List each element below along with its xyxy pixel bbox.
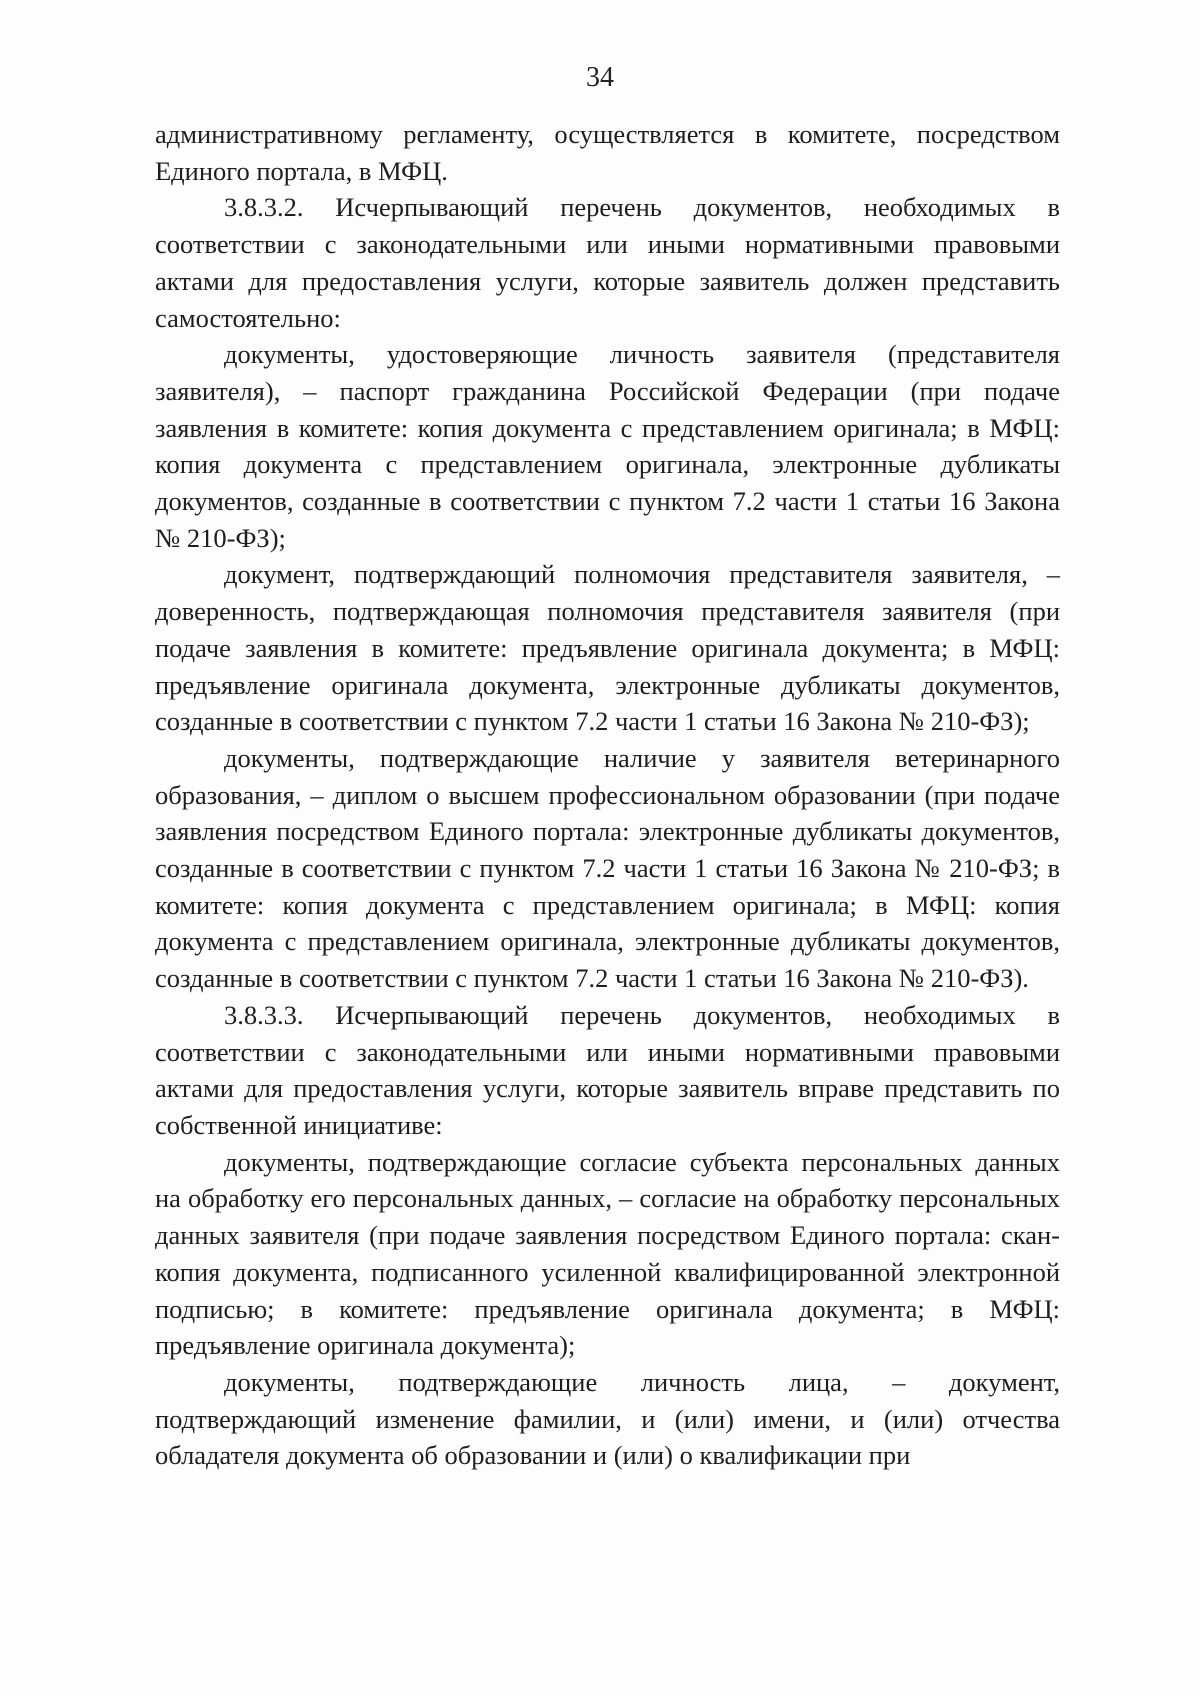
paragraph: документы, удостоверяющие личность заявителя (представителя заявителя), – паспорт гражданина Российской Федерации (при подаче заявления в комитете: копия документа с представлением оригинала; в МФЦ: копия документа с представлением оригинала, электронные дубликаты документов, созданные в соответствии с пунктом 7.2 части 1 статьи 16 Закона № 210-ФЗ); bbox=[155, 339, 1060, 553]
paragraph: документы, подтверждающие наличие у заявителя ветеринарного образования, – диплом о высшем профессиональном образовании (при подаче заявления посредством Единого портала: электронные дубликаты документов, созданные в соответствии с пунктом 7.2 части 1 статьи 16 Закона № 210-ФЗ; в комитете: копия документа с представлением оригинала; в МФЦ: копия документа с представлением оригинала, электронные дубликаты документов, созданные в соответствии с пунктом 7.2 части 1 статьи 16 Закона № 210-ФЗ). bbox=[155, 742, 1060, 994]
paragraph: документы, подтверждающие согласие субъекта персональных данных на обработку его персональных данных, – согласие на обработку персональных данных заявителя (при подаче заявления посредством Единого портала: скан-копия документа, подписанного усиленной квалифицированной электронной подписью; в комитете: предъявление оригинала документа; в МФЦ: предъявление оригинала документа); bbox=[155, 1146, 1060, 1361]
paragraph: документы, подтверждающие личность лица, – документ, подтверждающий изменение фамилии, и (или) имени, и (или) отчества обладателя документа об образовании и (или) о квалификации при bbox=[155, 1366, 1060, 1471]
page-number: 34 bbox=[586, 62, 614, 93]
document-body bbox=[155, 116, 1060, 1474]
paragraph: 3.8.3.2. Исчерпывающий перечень документов, необходимых в соответствии с законодательными или иными нормативными правовыми актами для предоставления услуги, которые заявитель должен представить самостоятельно: bbox=[155, 192, 1060, 333]
paragraph: административному регламенту, осуществляется в комитете, посредством Единого портала, в МФЦ. bbox=[155, 119, 1060, 186]
paragraph: 3.8.3.3. Исчерпывающий перечень документов, необходимых в соответствии с законодательными или иными нормативными правовыми актами для предоставления услуги, которые заявитель вправе представить по собственной инициативе: bbox=[155, 999, 1060, 1140]
paragraph: документ, подтверждающий полномочия представителя заявителя, – доверенность, подтверждающая полномочия представителя заявителя (при подаче заявления в комитете: предъявление оригинала документа; в МФЦ: предъявление оригинала документа, электронные дубликаты документов, созданные в соответствии с пунктом 7.2 части 1 статьи 16 Закона № 210-ФЗ); bbox=[155, 559, 1060, 737]
